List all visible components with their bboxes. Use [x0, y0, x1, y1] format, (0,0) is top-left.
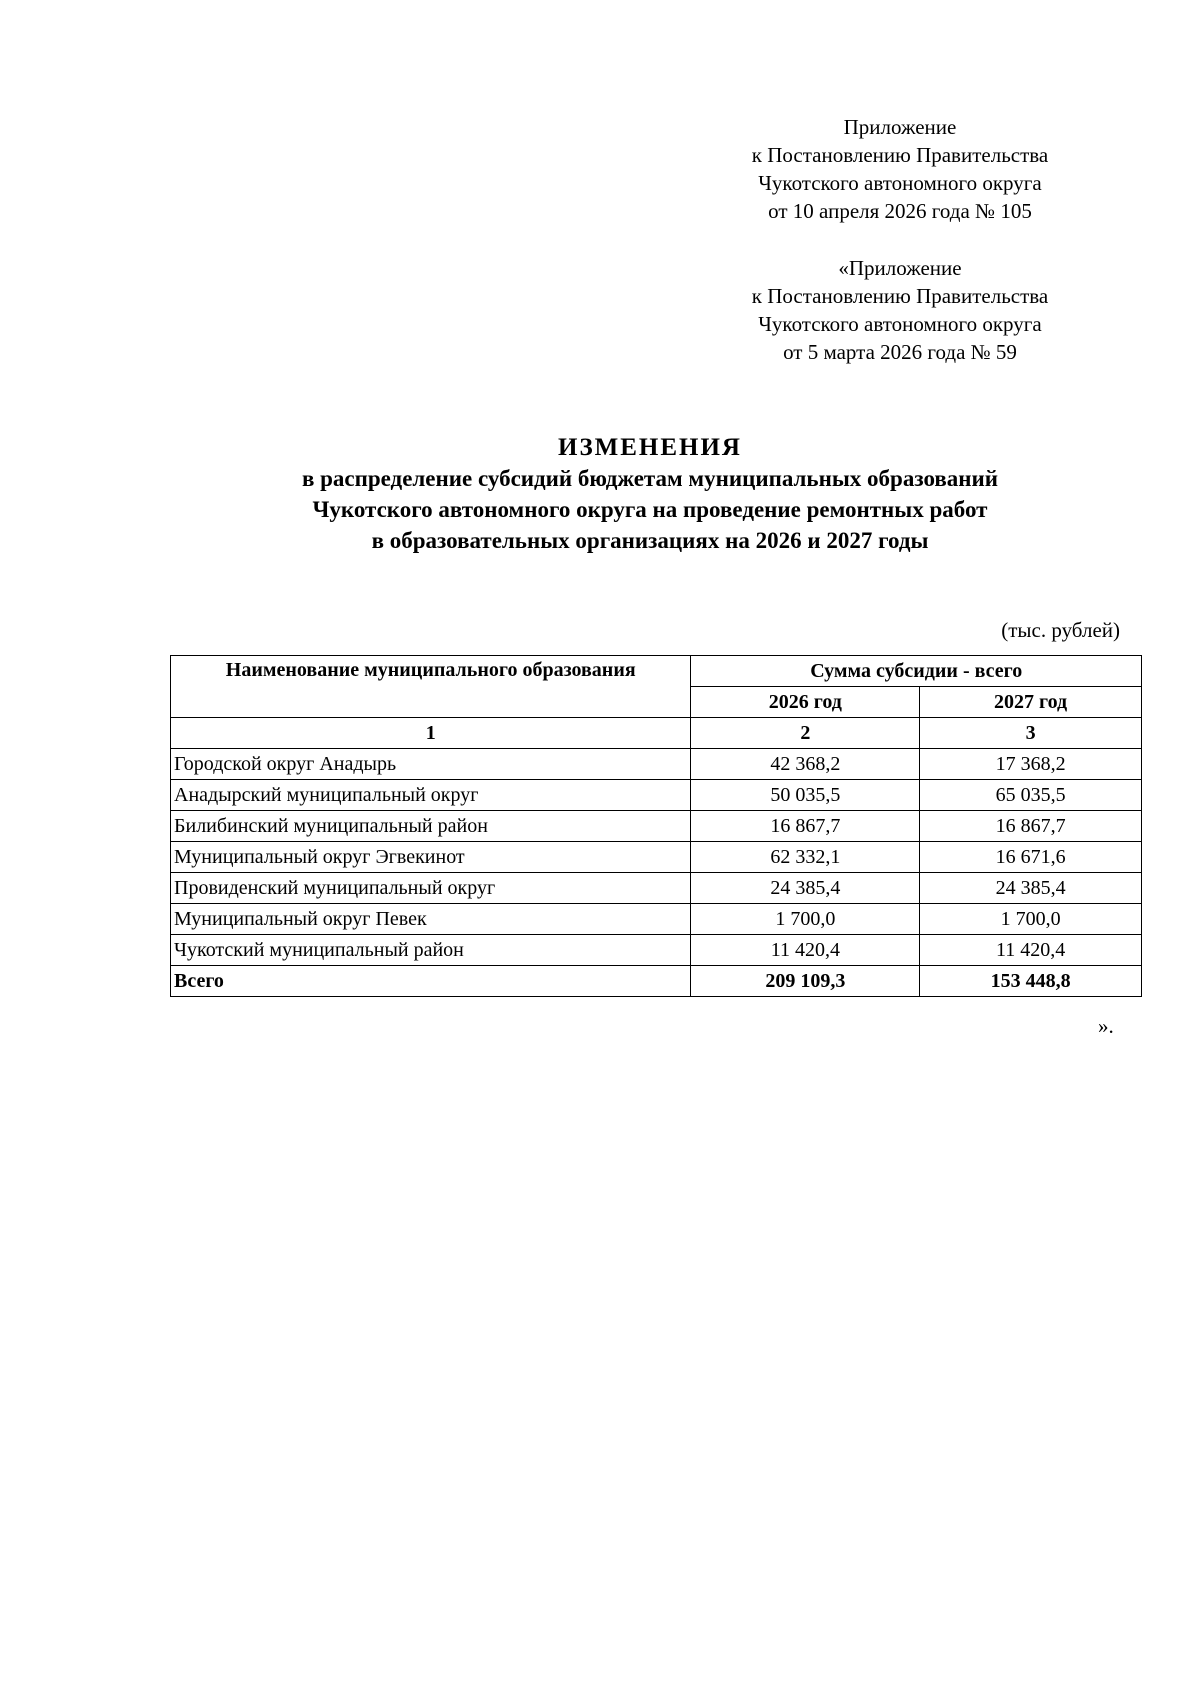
appendix-amended-line: Чукотского автономного округа: [758, 312, 1042, 336]
municipality-name: Чукотский муниципальный район: [171, 935, 691, 966]
appendix-current-header: [720, 113, 1080, 225]
appendix-current-line: Чукотского автономного округа: [758, 171, 1042, 195]
subsidy-2027: 17 368,2: [920, 749, 1142, 780]
municipality-name: Муниципальный округ Эгвекинот: [171, 842, 691, 873]
subsidy-2026: 1 700,0: [691, 904, 920, 935]
subsidy-2026: 42 368,2: [691, 749, 920, 780]
units-label: (тыс. рублей): [1001, 618, 1120, 642]
subsidy-2026: 11 420,4: [691, 935, 920, 966]
total-2026: 209 109,3: [691, 966, 920, 997]
column-number: 2: [691, 718, 920, 749]
appendix-current-line: от 10 апреля 2026 года № 105: [768, 199, 1032, 223]
total-row: [171, 966, 1142, 997]
subsidies-table: [170, 655, 1142, 997]
total-2027: 153 448,8: [920, 966, 1142, 997]
municipality-name: Провиденский муниципальный округ: [171, 873, 691, 904]
document-title: [170, 432, 1130, 556]
appendix-current-line: Приложение: [843, 115, 957, 139]
table-row: [171, 904, 1142, 935]
subsidy-2027: 24 385,4: [920, 873, 1142, 904]
closing-quote-mark: ».: [1098, 1014, 1114, 1038]
title-line: в распределение субсидий бюджетам муниципальных образований: [301, 466, 999, 491]
appendix-amended-line: от 5 марта 2026 года № 59: [783, 340, 1017, 364]
subsidy-2027: 16 671,6: [920, 842, 1142, 873]
title-line: в образовательных организациях на 2026 и 2027 годы: [371, 528, 929, 553]
title-line: Чукотского автономного округа на проведение ремонтных работ: [312, 497, 988, 522]
subsidy-2027: 16 867,7: [920, 811, 1142, 842]
header-year-2027: 2027 год: [920, 687, 1142, 718]
subsidy-2026: 24 385,4: [691, 873, 920, 904]
table-row: [171, 811, 1142, 842]
municipality-name: Городской округ Анадырь: [171, 749, 691, 780]
table-row: [171, 842, 1142, 873]
subsidy-2026: 50 035,5: [691, 780, 920, 811]
subsidy-2027: 65 035,5: [920, 780, 1142, 811]
title-main: ИЗМЕНЕНИЯ: [558, 434, 742, 461]
column-number-row: [171, 718, 1142, 749]
appendix-amended-header: [720, 254, 1080, 366]
table-row: [171, 749, 1142, 780]
total-label: Всего: [171, 966, 691, 997]
table-header-row: [171, 656, 1142, 687]
column-number: 3: [920, 718, 1142, 749]
appendix-amended-line: «Приложение: [838, 256, 962, 280]
subsidy-2027: 1 700,0: [920, 904, 1142, 935]
subsidy-2026: 16 867,7: [691, 811, 920, 842]
appendix-current-line: к Постановлению Правительства: [751, 143, 1049, 167]
subsidy-2027: 11 420,4: [920, 935, 1142, 966]
subsidy-2026: 62 332,1: [691, 842, 920, 873]
header-municipality: Наименование муниципального образования: [171, 656, 691, 718]
column-number: 1: [171, 718, 691, 749]
table-row: [171, 780, 1142, 811]
municipality-name: Анадырский муниципальный округ: [171, 780, 691, 811]
table-row: [171, 935, 1142, 966]
municipality-name: Муниципальный округ Певек: [171, 904, 691, 935]
table-row: [171, 873, 1142, 904]
header-subsidy-total: Сумма субсидии - всего: [691, 656, 1142, 687]
header-year-2026: 2026 год: [691, 687, 920, 718]
municipality-name: Билибинский муниципальный район: [171, 811, 691, 842]
appendix-amended-line: к Постановлению Правительства: [751, 284, 1049, 308]
